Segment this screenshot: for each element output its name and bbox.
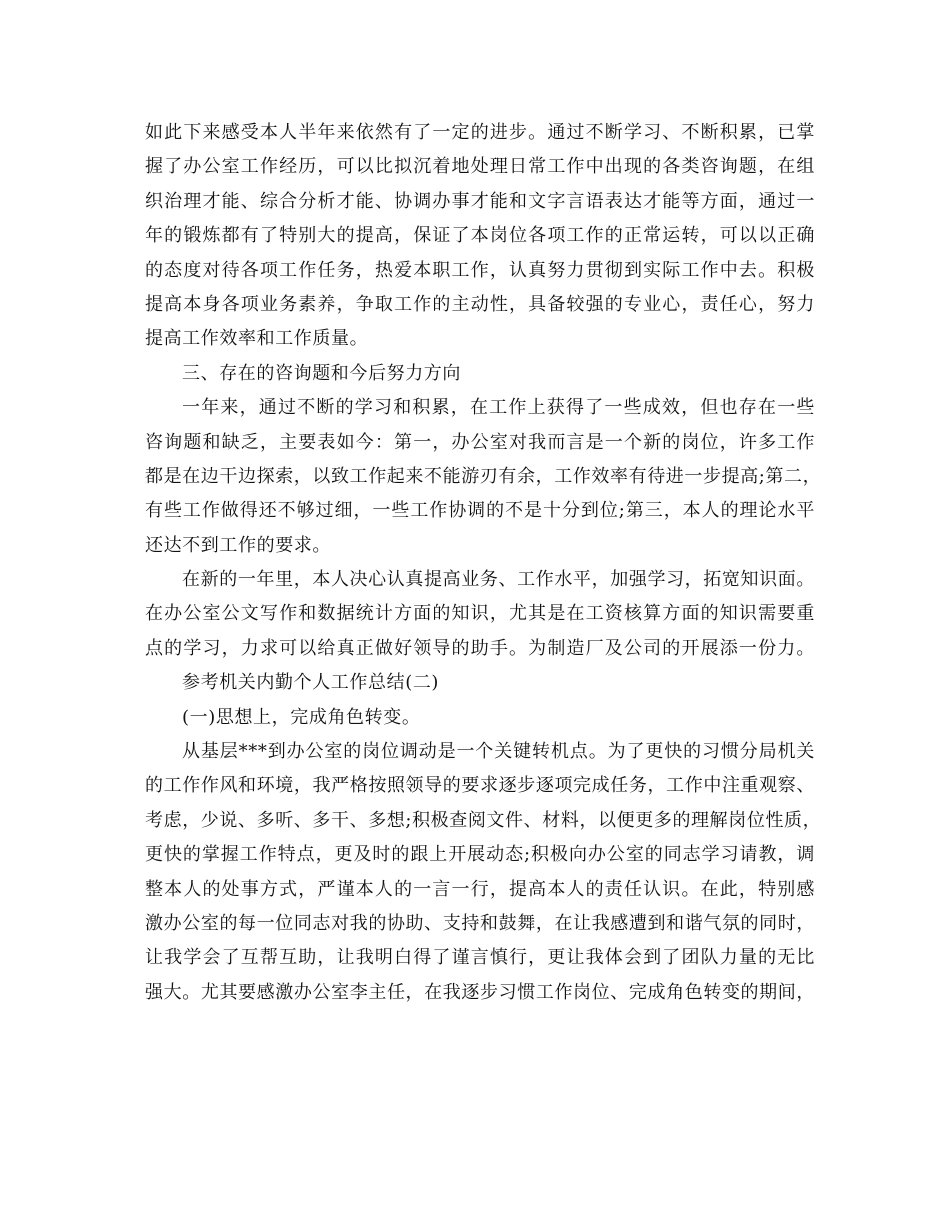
text-line: 如此下来感受本人半年来依然有了一定的进步。通过不断学习、不断积累，已掌 — [145, 122, 815, 143]
text-line: 都是在边干边探索，以致工作起来不能游刃有余，工作效率有待进一步提高;第二， — [145, 465, 822, 487]
text-line: 在新的一年里，本人决心认真提高业务、工作水平，加强学习，拓宽知识面。 — [182, 569, 815, 591]
text-line: 握了办公室工作经历，可以比拟沉着地处理日常工作中出现的各类咨询题，在组 — [145, 156, 815, 178]
text-line: 有些工作做得还不够过细，一些工作协调的不是十分到位;第三，本人的理论水平 — [145, 500, 815, 522]
text-line: 的态度对待各项工作任务，热爱本职工作，认真努力贯彻到实际工作中去。积极 — [145, 259, 815, 281]
text-line: (一)思想上，完成角色转变。 — [182, 706, 421, 728]
text-line: 的工作作风和环境，我严格按照领导的要求逐步逐项完成任务，工作中注重观察、 — [145, 775, 815, 797]
text-line: 年的锻炼都有了特别大的提高，保证了本岗位各项工作的正常运转，可以以正确 — [145, 225, 815, 247]
text-line: 激办公室的每一位同志对我的协助、支持和鼓舞，在让我感遭到和谐气氛的同时， — [145, 912, 815, 934]
text-line: 从基层***到办公室的岗位调动是一个关键转机点。为了更快的习惯分局机关 — [182, 741, 815, 763]
text-line: 参考机关内勤个人工作总结(二) — [182, 672, 440, 694]
text-line: 整本人的处事方式，严谨本人的一言一行，提高本人的责任认识。在此，特别感 — [145, 878, 815, 900]
text-line: 强大。尤其要感激办公室李主任，在我逐步习惯工作岗位、完成角色转变的期间， — [145, 981, 815, 1003]
text-line: 点的学习，力求可以给真正做好领导的助手。为制造厂及公司的开展添一份力。 — [145, 637, 815, 659]
document-body — [145, 116, 822, 1010]
text-line: 还达不到工作的要求。 — [145, 534, 331, 556]
text-line: 考虑，少说、多听、多干、多想;积极查阅文件、材料，以便更多的理解岗位性质， — [145, 809, 822, 831]
text-line: 三、存在的咨询题和今后努力方向 — [182, 362, 461, 384]
text-line: 在办公室公文写作和数据统计方面的知识，尤其是在工资核算方面的知识需要重 — [145, 603, 815, 625]
text-line: 一年来，通过不断的学习和积累，在工作上获得了一些成效，但也存在一些 — [182, 397, 815, 419]
text-line: 咨询题和缺乏，主要表如今：第一，办公室对我而言是一个新的岗位，许多工作 — [145, 431, 815, 453]
text-line: 提高本身各项业务素养，争取工作的主动性，具备较强的专业心，责任心，努力 — [145, 293, 815, 315]
text-line: 更快的掌握工作特点，更及时的跟上开展动态;积极向办公室的同志学习请教，调 — [145, 844, 815, 866]
text-line: 让我学会了互帮互助，让我明白得了谨言慎行，更让我体会到了团队力量的无比 — [145, 947, 815, 969]
text-line: 提高工作效率和工作质量。 — [145, 328, 369, 350]
text-line: 织治理才能、综合分析才能、协调办事才能和文字言语表达才能等方面，通过一 — [145, 190, 815, 212]
